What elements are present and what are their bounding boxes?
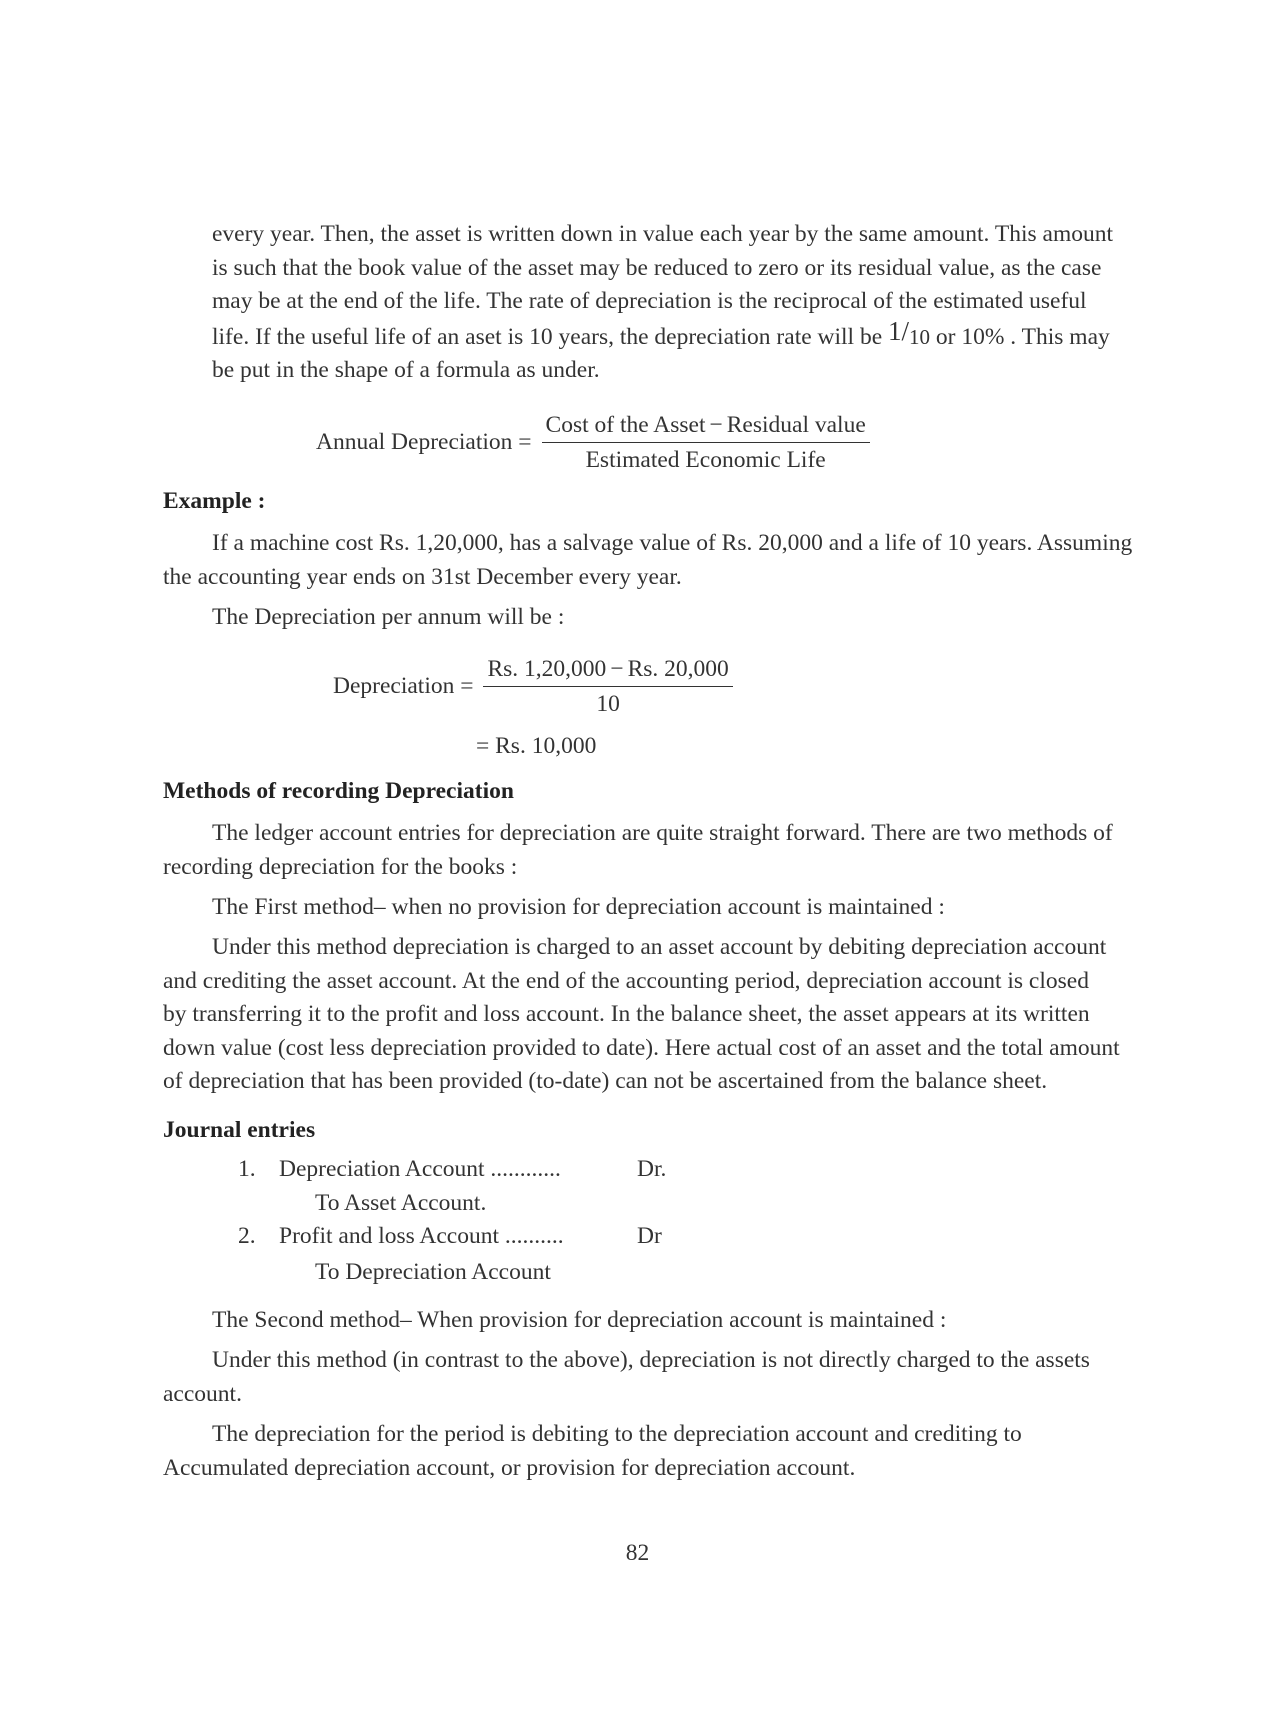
methods-heading: Methods of recording Depreciation bbox=[163, 778, 514, 804]
intro-line-4-post: or 10% . This may bbox=[930, 323, 1110, 350]
example-line-3: The Depreciation per annum will be : bbox=[212, 604, 565, 630]
formula-1-numerator bbox=[542, 408, 870, 443]
second-p4-line-1: The depreciation for the period is debiting to the depreciation account and crediting to bbox=[212, 1421, 1022, 1447]
methods-p2-line-4: down value (cost less depreciation provided to date). Here actual cost of an asset and the total amount bbox=[163, 1034, 1120, 1061]
example-heading: Example : bbox=[163, 488, 266, 514]
journal-entry-2-dr: Dr bbox=[637, 1223, 662, 1249]
methods-p1-line-1: The ledger account entries for depreciation are quite straight forward. There are two methods of bbox=[212, 820, 1113, 846]
formula-1-fraction bbox=[542, 408, 870, 477]
second-p4-line-2: Accumulated depreciation account, or provision for depreciation account. bbox=[163, 1454, 856, 1481]
methods-paragraph-2 bbox=[163, 931, 1158, 1099]
journal-entry-1-number: 1. bbox=[238, 1156, 256, 1182]
formula-1-lhs: Annual Depreciation = bbox=[316, 429, 532, 455]
formula-1-num-left: Cost of the Asset bbox=[545, 412, 706, 438]
journal-entry-2-credit: To Depreciation Account bbox=[315, 1259, 551, 1285]
methods-p1-line-2: recording depreciation for the books : bbox=[163, 853, 518, 880]
example-line-1: If a machine cost Rs. 1,20,000, has a salvage value of Rs. 20,000 and a life of 10 years. Assuming bbox=[212, 530, 1133, 556]
intro-line-4 bbox=[212, 315, 1158, 355]
methods-p2-line-5: of depreciation that has been provided (to-date) can not be ascertained from the balance sheet. bbox=[163, 1068, 1048, 1094]
formula-2-num-left: Rs. 1,20,000 bbox=[487, 656, 607, 682]
intro-line-2: is such that the book value of the asset may be reduced to zero or its residual value, as the case bbox=[212, 254, 1102, 281]
second-paragraph-2 bbox=[163, 1418, 1158, 1485]
formula-1-denominator: Estimated Economic Life bbox=[585, 447, 826, 473]
formula-2-lhs: Depreciation = bbox=[333, 673, 474, 699]
journal-entry-1-debit: Depreciation Account ............ bbox=[279, 1156, 561, 1182]
formula-2-denominator: 10 bbox=[596, 691, 620, 717]
formula-2-result: = Rs. 10,000 bbox=[476, 733, 597, 759]
second-p3-line-2: account. bbox=[163, 1380, 242, 1407]
formula-2-minus: − bbox=[610, 656, 624, 682]
rate-fraction-denominator: 10 bbox=[909, 324, 931, 349]
journal-entry-2-debit: Profit and loss Account .......... bbox=[279, 1223, 564, 1249]
formula-1-num-right: Residual value bbox=[726, 412, 866, 438]
intro-line-1: every year. Then, the asset is written down in value each year by the same amount. This amount bbox=[212, 221, 1114, 247]
example-line-2: the accounting year ends on 31st December every year. bbox=[163, 563, 682, 590]
example-paragraph bbox=[163, 527, 1158, 594]
formula-1-minus: − bbox=[709, 412, 723, 438]
rate-fraction-slash: / bbox=[901, 315, 910, 346]
methods-p2-line-3: by transferring it to the profit and loss account. In the balance sheet, the asset appears at its written bbox=[163, 1001, 1090, 1027]
annual-depreciation-formula bbox=[316, 408, 870, 477]
rate-fraction-numerator: 1 bbox=[888, 315, 902, 346]
second-p3-line-1: Under this method (in contrast to the above), depreciation is not directly charged to the assets bbox=[212, 1347, 1090, 1373]
page-number: 82 bbox=[625, 1540, 650, 1566]
methods-p2-line-2: and crediting the asset account. At the end of the accounting period, depreciation account is closed bbox=[163, 967, 1089, 994]
intro-paragraph bbox=[212, 218, 1158, 388]
journal-entry-1-credit: To Asset Account. bbox=[315, 1190, 487, 1216]
journal-entry-2-number: 2. bbox=[238, 1223, 256, 1249]
formula-2-fraction bbox=[483, 652, 732, 721]
journal-heading: Journal entries bbox=[163, 1117, 316, 1143]
second-method-line: The Second method– When provision for depreciation account is maintained : bbox=[212, 1307, 947, 1333]
formula-2-num-right: Rs. 20,000 bbox=[627, 656, 729, 682]
methods-paragraph-1 bbox=[163, 817, 1158, 884]
journal-entry-1-dr: Dr. bbox=[637, 1156, 667, 1182]
first-method-line: The First method– when no provision for depreciation account is maintained : bbox=[212, 894, 945, 920]
intro-line-3: may be at the end of the life. The rate of depreciation is the reciprocal of the estimated useful bbox=[212, 288, 1087, 314]
intro-line-5: be put in the shape of a formula as under. bbox=[212, 357, 600, 383]
methods-p2-line-1: Under this method depreciation is charged to an asset account by debiting depreciation account bbox=[212, 934, 1107, 960]
second-paragraph-1 bbox=[163, 1344, 1158, 1411]
depreciation-formula bbox=[333, 652, 733, 721]
formula-2-numerator bbox=[483, 652, 732, 687]
intro-line-4-pre: life. If the useful life of an aset is 10 years, the depreciation rate will be bbox=[212, 323, 889, 350]
